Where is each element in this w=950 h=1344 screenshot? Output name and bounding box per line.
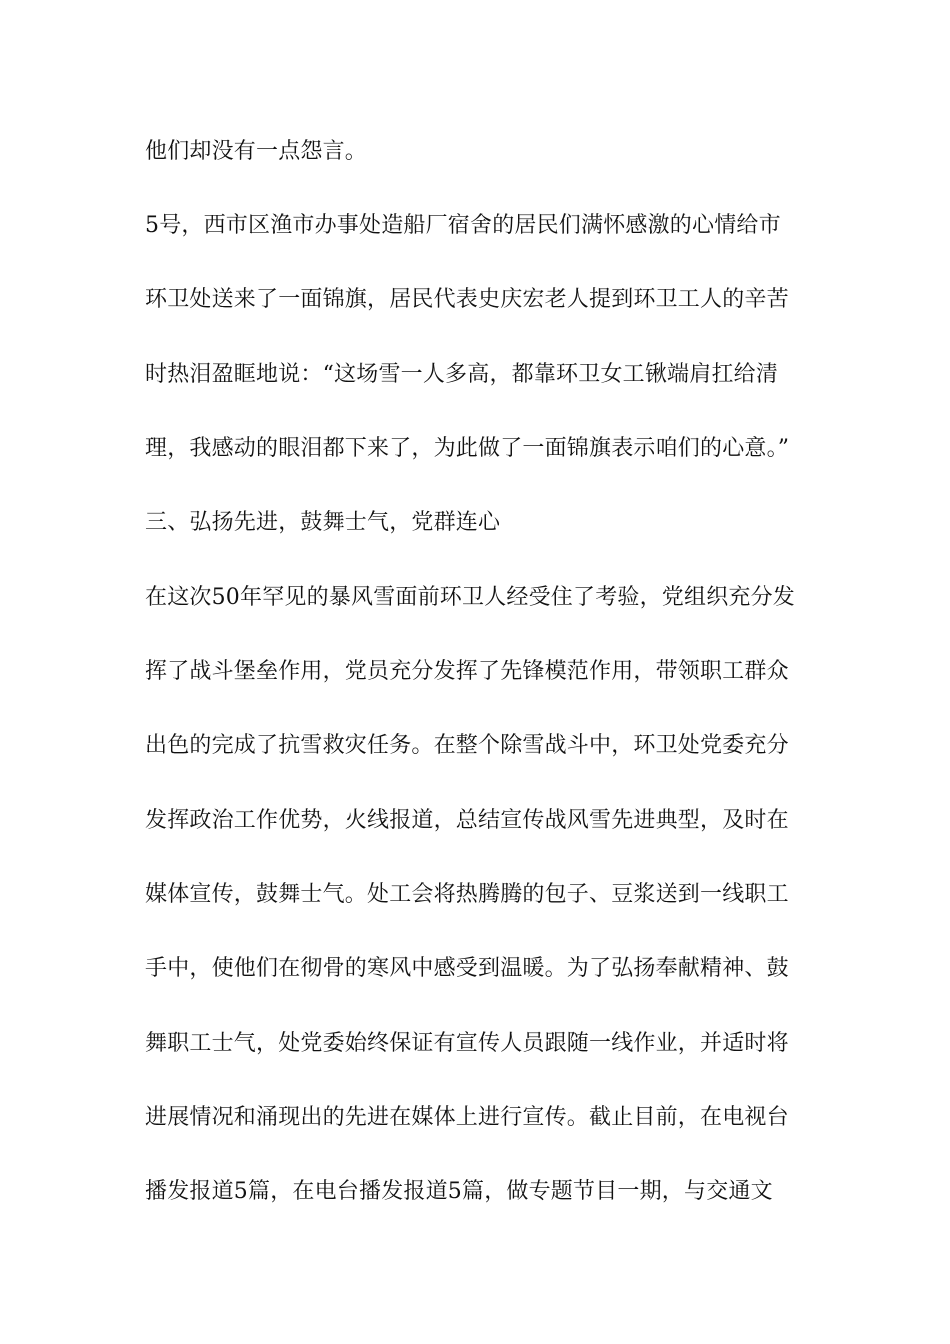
section-heading: 三、弘扬先进，鼓舞士气，党群连心: [145, 510, 501, 535]
body-text-line: 播发报道5篇，在电台播发报道5篇，做专题节目一期，与交通文: [145, 1179, 773, 1204]
body-text-line: 在这次50年罕见的暴风雪面前环卫人经受住了考验，党组织充分发: [145, 585, 795, 610]
body-text-line: 理，我感动的眼泪都下来了，为此做了一面锦旗表示咱们的心意。”: [145, 436, 790, 461]
body-text-line: 挥了战斗堡垒作用，党员充分发挥了先锋模范作用，带领职工群众: [145, 659, 789, 684]
body-text-line: 环卫处送来了一面锦旗，居民代表史庆宏老人提到环卫工人的辛苦: [145, 287, 789, 312]
body-text-line: 媒体宣传，鼓舞士气。处工会将热腾腾的包子、豆浆送到一线职工: [145, 882, 789, 907]
body-text-line: 时热泪盈眶地说：“这场雪一人多高，都靠环卫女工锹端肩扛给清: [145, 362, 779, 387]
body-text-line: 手中，使他们在彻骨的寒风中感受到温暖。为了弘扬奉献精神、鼓: [145, 956, 789, 981]
body-text-line: 进展情况和涌现出的先进在媒体上进行宣传。截止目前，在电视台: [145, 1105, 789, 1130]
body-text-line: 他们却没有一点怨言。: [145, 139, 368, 164]
body-text-line: 发挥政治工作优势，火线报道，总结宣传战风雪先进典型，及时在: [145, 808, 789, 833]
body-text-line: 出色的完成了抗雪救灾任务。在整个除雪战斗中，环卫处党委充分: [145, 733, 789, 758]
body-text-line: 5号，西市区渔市办事处造船厂宿舍的居民们满怀感激的心情给市: [145, 213, 781, 238]
body-text-line: 舞职工士气，处党委始终保证有宣传人员跟随一线作业，并适时将: [145, 1031, 789, 1056]
